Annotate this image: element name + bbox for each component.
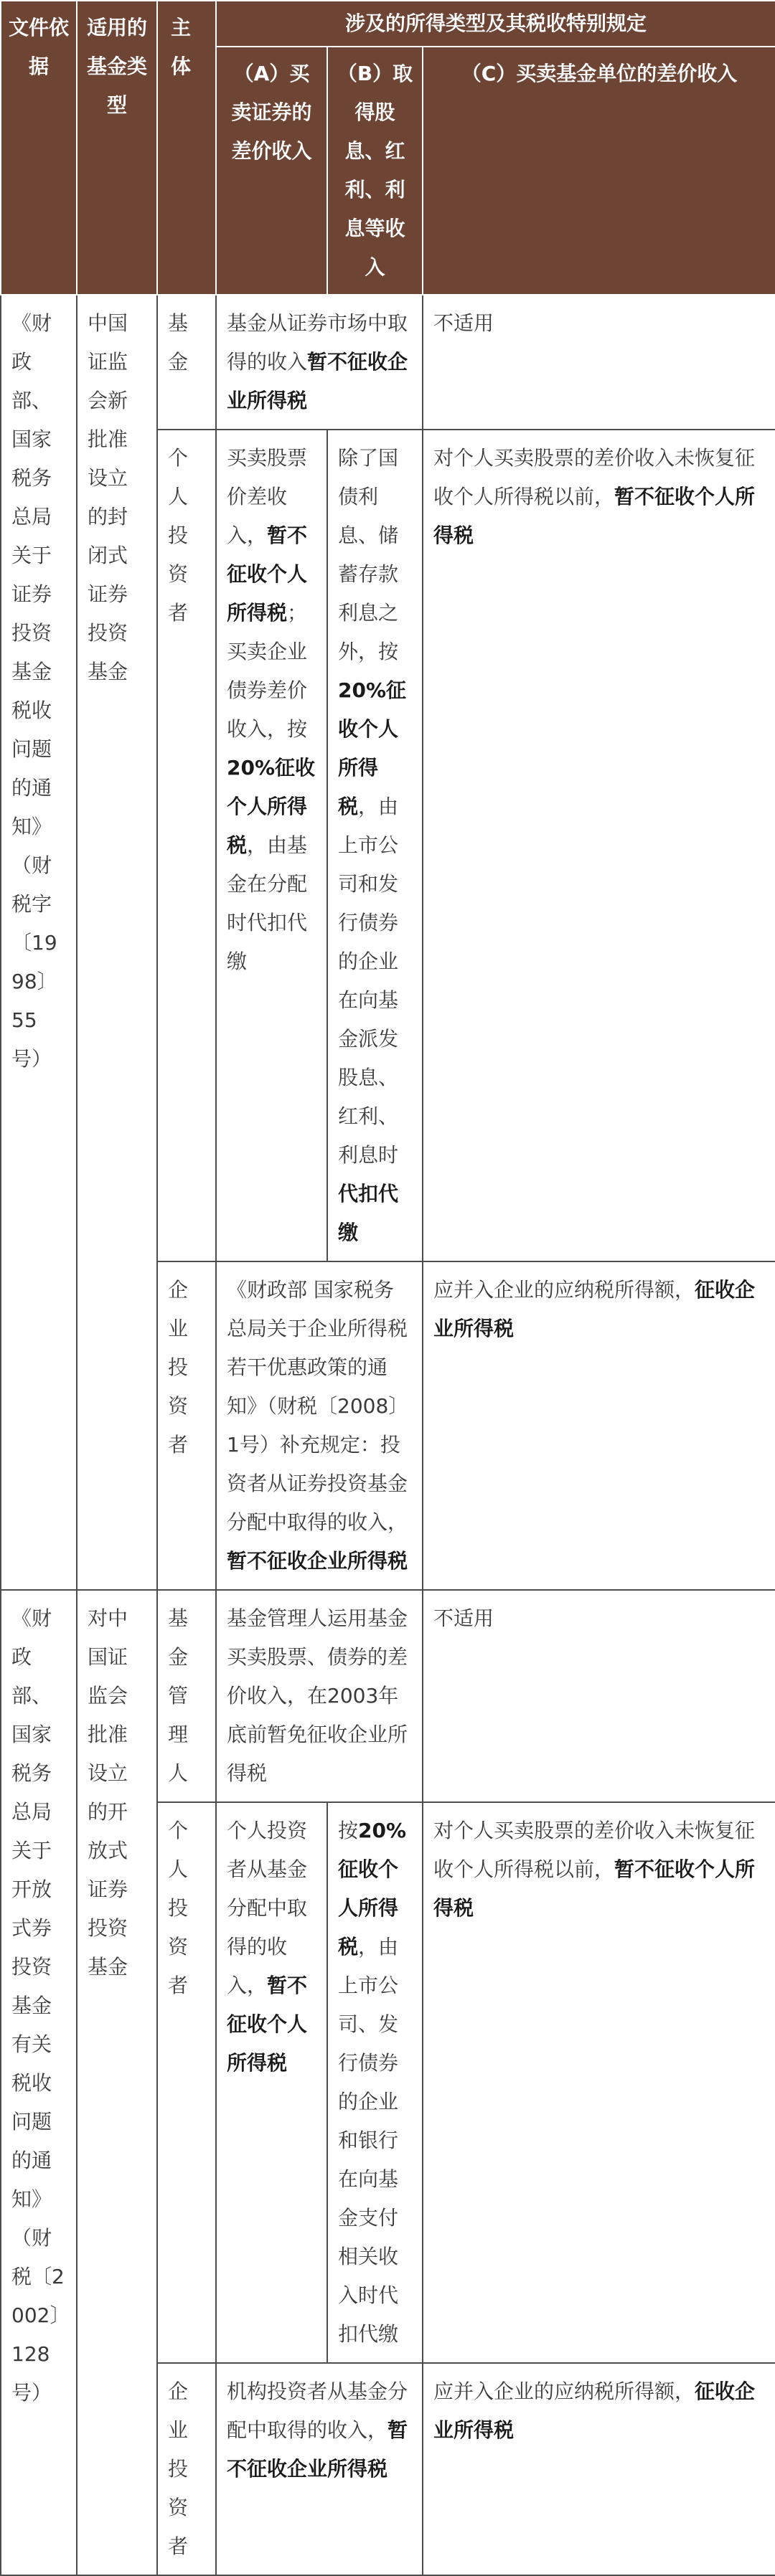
header-subject: 主体 — [157, 1, 216, 295]
subject-cell: 企业投资者 — [157, 1261, 216, 1590]
income-a-cell: 个人投资者从基金分配中取得的收入，暂不征收个人所得税 — [216, 1802, 327, 2363]
fund-type-cell: 对中国证监会批准设立的开放式证券投资基金 — [77, 1590, 157, 2575]
income-c-cell: 对个人买卖股票的差价收入未恢复征收个人所得税以前，暂不征收个人所得税 — [423, 1802, 775, 2363]
income-ab-cell: 基金从证券市场中取得的收入暂不征收企业所得税 — [216, 295, 423, 430]
header-fund-type: 适用的基金类型 — [77, 1, 157, 295]
doc-basis-cell: 《财政部、国家税务总局关于证券投资基金税收问题的通知》（财税字〔1998〕55号） — [1, 295, 77, 1590]
income-b-cell: 除了国债利息、储蓄存款利息之外，按20%征收个人所得税，由上市公司和发行债券的企业在向基金派发股息、红利、利息时代扣代缴 — [327, 430, 423, 1261]
income-c-cell: 对个人买卖股票的差价收入未恢复征收个人所得税以前，暂不征收个人所得税 — [423, 430, 775, 1261]
table-row — [1, 1590, 775, 1802]
subject-cell: 个人投资者 — [157, 430, 216, 1261]
income-c-cell: 不适用 — [423, 295, 775, 430]
income-ab-cell: 机构投资者从基金分配中取得的收入，暂不征收企业所得税 — [216, 2363, 423, 2575]
header-row-1 — [1, 1, 775, 47]
fund-type-cell: 中国证监会新批准设立的封闭式证券投资基金 — [77, 295, 157, 1590]
subject-cell: 基金 — [157, 295, 216, 430]
subject-cell: 个人投资者 — [157, 1802, 216, 2363]
header-doc: 文件依据 — [1, 1, 77, 295]
header-col-c: （C）买卖基金单位的差价收入 — [423, 47, 775, 295]
header-col-a: （A）买卖证券的差价收入 — [216, 47, 327, 295]
income-b-cell: 按20%征收个人所得税，由上市公司、发行债券的企业和银行在向基金支付相关收入时代扣代缴 — [327, 1802, 423, 2363]
subject-cell: 企业投资者 — [157, 2363, 216, 2575]
header-income-group: 涉及的所得类型及其税收特别规定 — [216, 1, 775, 47]
income-c-cell: 应并入企业的应纳税所得额，征收企业所得税 — [423, 2363, 775, 2575]
income-ab-cell: 基金管理人运用基金买卖股票、债券的差价收入，在2003年底前暂免征收企业所得税 — [216, 1590, 423, 1802]
income-c-cell: 不适用 — [423, 1590, 775, 1802]
doc-basis-cell: 《财政部、国家税务总局关于开放式券投资基金有关税收问题的通知》（财税〔2002〕128号） — [1, 1590, 77, 2575]
income-c-cell: 应并入企业的应纳税所得额，征收企业所得税 — [423, 1261, 775, 1590]
table-row — [1, 295, 775, 430]
subject-cell: 基金管理人 — [157, 1590, 216, 1802]
income-a-cell: 买卖股票价差收入，暂不征收个人所得税；买卖企业债券差价收入，按20%征收个人所得税，由基金在分配时代扣代缴 — [216, 430, 327, 1261]
income-ab-cell: 《财政部 国家税务总局关于企业所得税若干优惠政策的通知》（财税〔2008〕1号）补充规定：投资者从证券投资基金分配中取得的收入，暂不征收企业所得税 — [216, 1261, 423, 1590]
header-col-b: （B）取得股息、红利、利息等收入 — [327, 47, 423, 295]
